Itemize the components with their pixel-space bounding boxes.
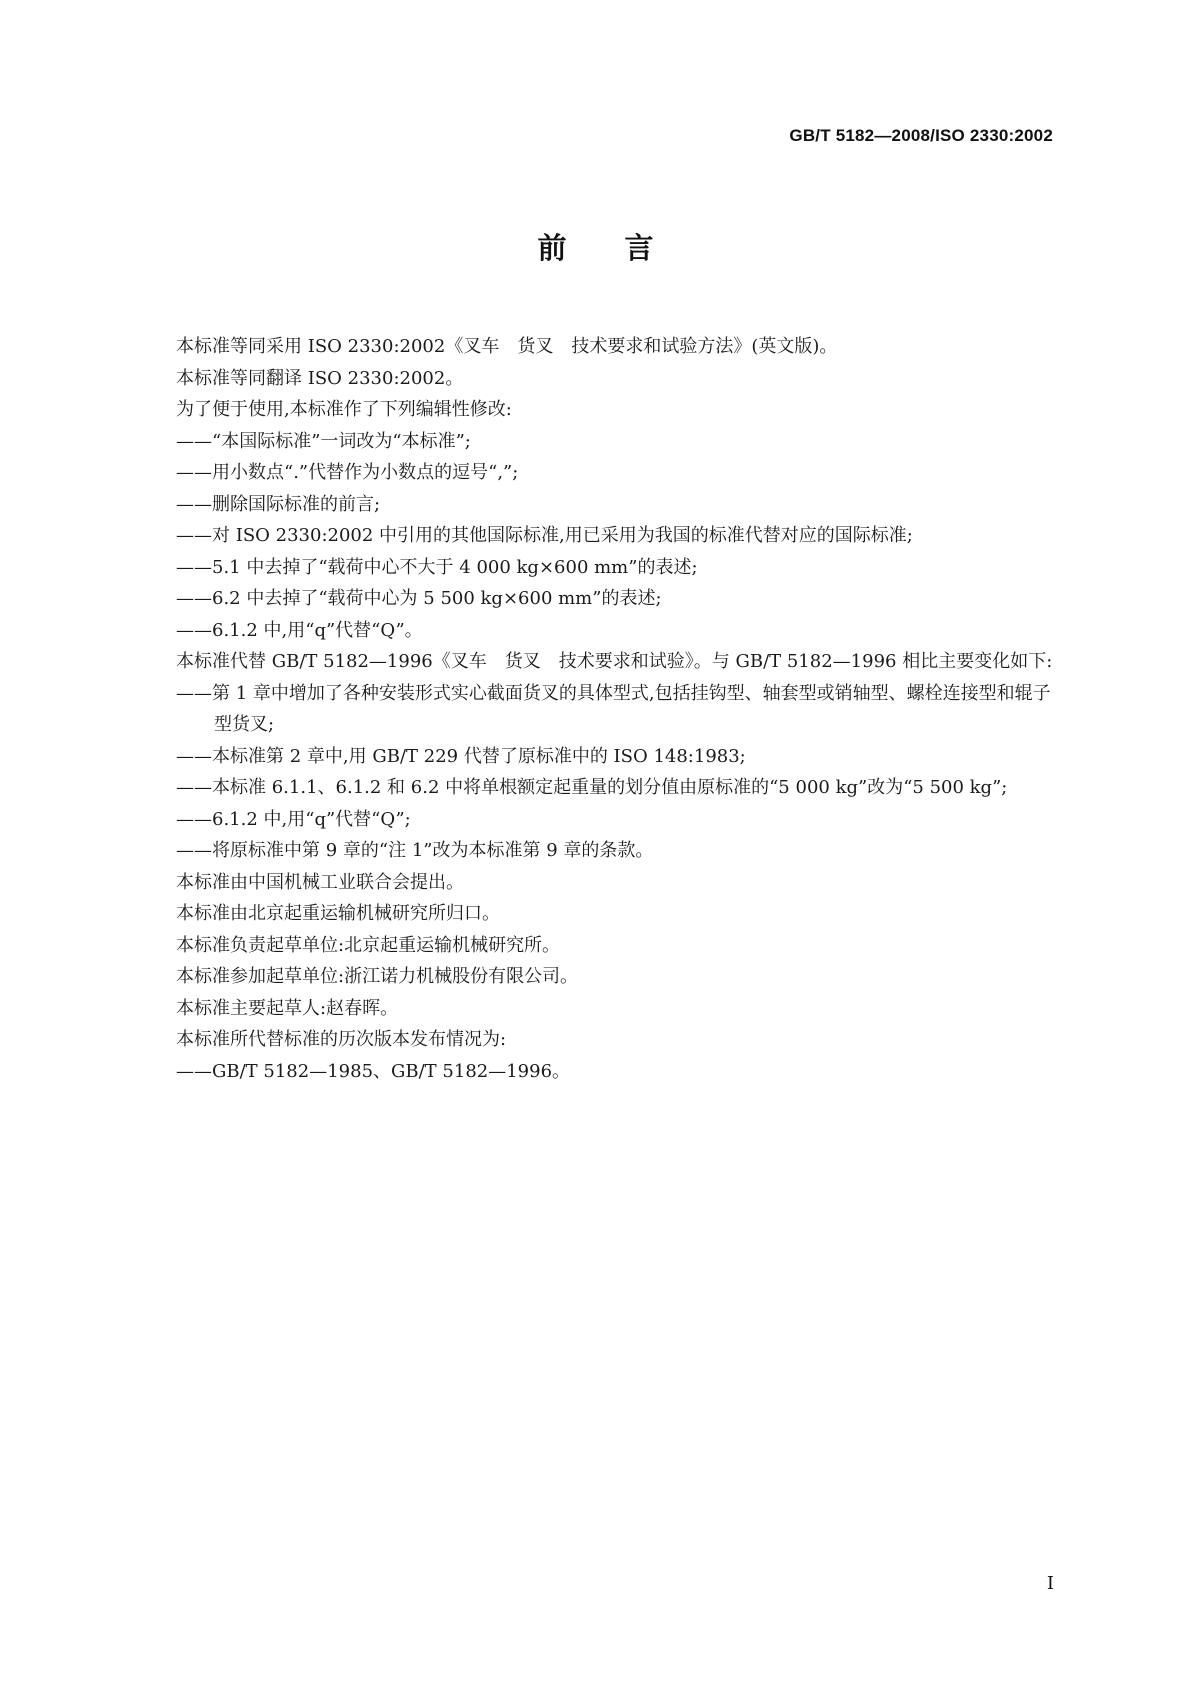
paragraph: 本标准等同翻译 ISO 2330:2002。 (176, 367, 464, 389)
list-item: ——用小数点“.”代替作为小数点的逗号“,”; (176, 462, 519, 483)
paragraph: 本标准由中国机械工业联合会提出。 (176, 871, 464, 893)
document-body (133, 331, 1063, 1087)
list-item: ——“本国际标准”一词改为“本标准”; (176, 430, 471, 452)
standard-code: GB/T 5182—2008/ISO 2330:2002 (789, 126, 1053, 145)
paragraph: 本标准主要起草人:赵春晖。 (176, 997, 399, 1019)
list-item: ——5.1 中去掉了“载荷中心不大于 4 000 kg×600 mm”的表述; (176, 556, 698, 578)
paragraph: 本标准由北京起重运输机械研究所归口。 (176, 903, 500, 924)
paragraph: 本标准代替 GB/T 5182—1996《叉车 货叉 技术要求和试验》。与 GB/T 5182—1996 相比主要变化如下: (176, 651, 1053, 672)
list-item: ——GB/T 5182—1985、GB/T 5182—1996。 (176, 1060, 571, 1082)
page-number: I (1046, 1573, 1054, 1594)
list-item: ——本标准第 2 章中,用 GB/T 229 代替了原标准中的 ISO 148:1983; (176, 745, 746, 767)
paragraph: 本标准负责起草单位:北京起重运输机械研究所。 (176, 934, 561, 956)
paragraph: 本标准等同采用 ISO 2330:2002《叉车 货叉 技术要求和试验方法》(英文版)。 (176, 336, 838, 357)
list-item: ——6.2 中去掉了“载荷中心为 5 500 kg×600 mm”的表述; (176, 588, 662, 609)
list-item: ——对 ISO 2330:2002 中引用的其他国际标准,用已采用为我国的标准代替对应的国际标准; (176, 525, 913, 546)
paragraph: 为了便于使用,本标准作了下列编辑性修改: (176, 399, 512, 420)
list-item: ——删除国际标准的前言; (176, 493, 381, 515)
paragraph: 本标准所代替标准的历次版本发布情况为: (176, 1029, 507, 1050)
list-item: ——6.1.2 中,用“q”代替“Q”。 (176, 619, 423, 641)
list-item: ——6.1.2 中,用“q”代替“Q”; (176, 808, 411, 830)
list-item: ——将原标准中第 9 章的“注 1”改为本标准第 9 章的条款。 (176, 840, 654, 861)
paragraph: 本标准参加起草单位:浙江诺力机械股份有限公司。 (176, 966, 579, 987)
list-item: ——第 1 章中增加了各种安装形式实心截面货叉的具体型式,包括挂钩型、轴套型或销轴型、螺栓连接型和辊子型货叉; (176, 682, 1051, 735)
page-title: 前言 (537, 231, 712, 265)
list-item: ——本标准 6.1.1、6.1.2 和 6.2 中将单根额定起重量的划分值由原标准的“5 000 kg”改为“5 500 kg”; (176, 777, 1008, 798)
